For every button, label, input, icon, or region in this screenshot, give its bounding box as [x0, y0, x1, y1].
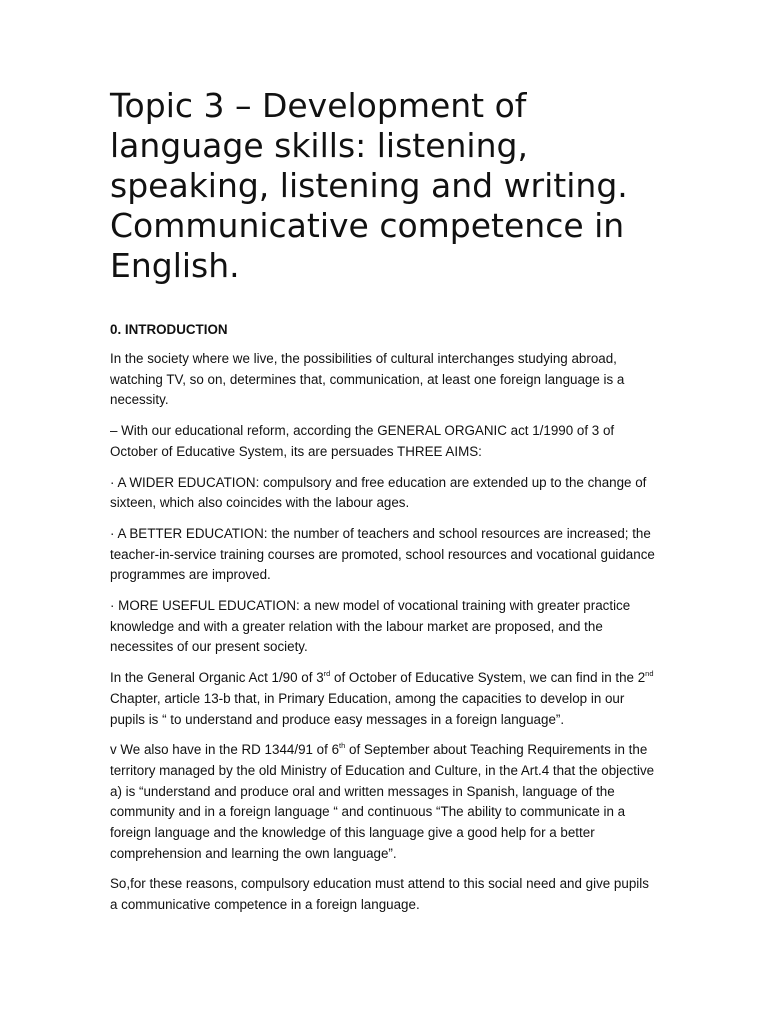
paragraph-educational-reform: – With our educational reform, according the GENERAL ORGANIC act 1/1990 of 3 of October of Educative System, its are persuades THREE AIMS: [110, 423, 615, 459]
text-run: In the General Organic Act 1/90 of 3 [110, 670, 324, 686]
paragraph-conclusion: So,for these reasons, compulsory education must attend to this social need and give pupils a communicative competence in a foreign language. [110, 876, 649, 913]
text-run: of October of Educative System, we can find in the 2 [330, 670, 646, 686]
ordinal-superscript: th [339, 741, 346, 751]
section-heading-introduction: 0. INTRODUCTION [110, 322, 228, 337]
paragraph-general-organic-act [110, 668, 658, 730]
document-title: Topic 3 – Development of language skills: listening, speaking, listening and writing. Communicative competence in English. [110, 86, 628, 285]
ordinal-superscript: nd [645, 669, 654, 679]
text-run: Chapter, article 13-b that, in Primary Education, among the capacities to develop in our pupils is “ to understand and produce easy messages in a foreign language”. [110, 690, 625, 727]
ordinal-superscript: rd [323, 669, 331, 679]
text-run: v We also have in the RD 1344/91 of 6 [110, 742, 340, 758]
paragraph-more-useful-education: · MORE USEFUL EDUCATION: a new model of vocational training with greater practice knowledge and with a greater relation with the labour market are proposed, and the necessites of our present society. [110, 598, 631, 655]
paragraph-better-education: · A BETTER EDUCATION: the number of teachers and school resources are increased; the teacher-in-service training courses are promoted, school resources and vocational guidance programmes are improved. [110, 525, 655, 583]
text-run: of September about Teaching Requirements in the territory managed by the old Ministry of Education and Culture, in the Art.4 that the objective a) is “understand and produce oral and written messages in Spanish, language of the community and in a foreign language “ and continuous “The ability to communicate in a foreign language and the knowledge of this language give a good help for a better comprehension and learning the own language”. [110, 742, 655, 861]
paragraph-royal-decree [110, 740, 658, 864]
document-page [110, 86, 658, 916]
paragraph-society: In the society where we live, the possibilities of cultural interchanges studying abroad, watching TV, so on, determines that, communication, at least one foreign language is a necessity. [110, 351, 625, 408]
paragraph-wider-education: · A WIDER EDUCATION: compulsory and free education are extended up to the change of sixteen, which also coincides with the labour ages. [110, 474, 647, 511]
